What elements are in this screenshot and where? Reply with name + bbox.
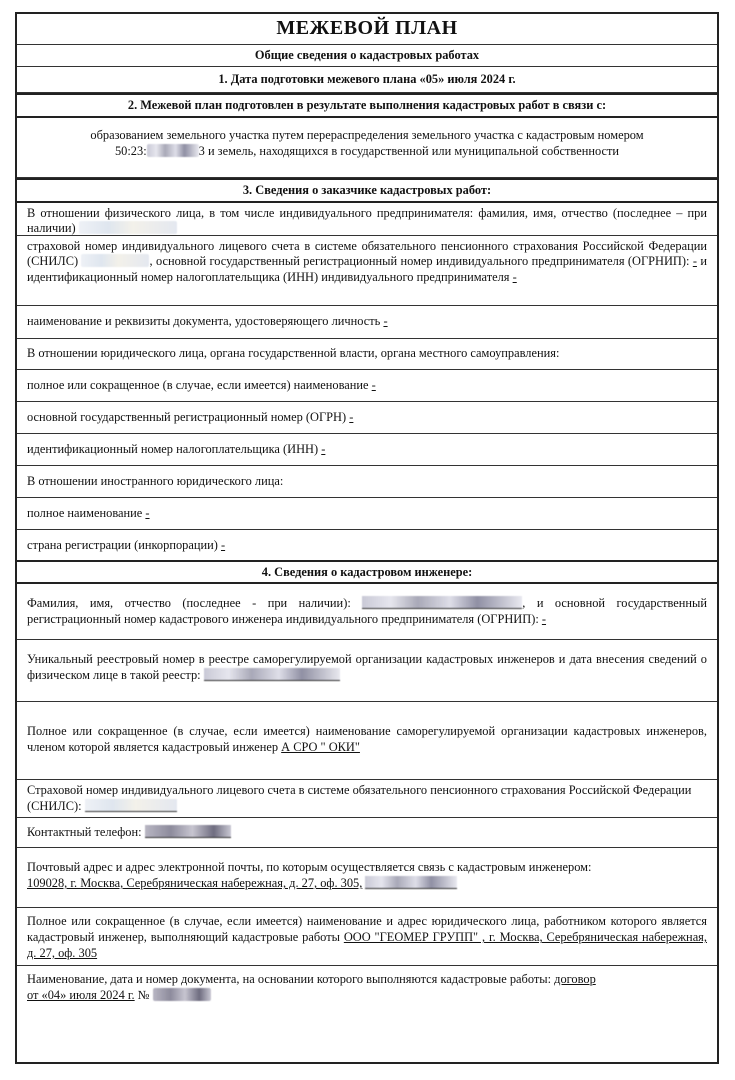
engineer-snils-label: Страховой номер индивидуального лицевого счета в системе обязательного пенсионного страхования Российской Федерации (СНИЛС):: [27, 783, 692, 814]
engineer-fio-text-b: , и основной государственный регистрационный номер кадастрового инженера индивидуального предпринимателя (ОГРНИП):: [27, 596, 707, 627]
cadastral-number-suffix: 3: [198, 143, 205, 158]
country-row: [17, 530, 717, 562]
country-label: страна регистрации (инкорпорации): [27, 537, 218, 552]
customer-snils-text-b: , основной государственный регистрационный номер индивидуального предпринимателя (ОГРНИП):: [149, 254, 690, 269]
redacted-customer-snils: [81, 254, 149, 267]
engineer-registry-row: [17, 640, 717, 702]
sro-row: [17, 702, 717, 780]
phone-label: Контактный телефон:: [27, 825, 142, 840]
full-name-label: полное наименование: [27, 505, 143, 520]
engineer-registry-label: Уникальный реестровый номер в реестре саморегулируемой организации кадастровых инженеров и дата внесения сведений о физическом лице в такой реестр:: [27, 652, 707, 683]
foreign-entity-label: В отношении иностранного юридического лица:: [17, 466, 717, 498]
identity-document-dash: -: [383, 313, 388, 328]
inn-dash: -: [512, 270, 517, 285]
ogrn-label: основной государственный регистрационный номер (ОГРН): [27, 409, 347, 424]
section-2-text-a: образованием земельного участка путем перераспределения земельного участка с кадастровым номером: [90, 127, 644, 142]
employer-row: [17, 908, 717, 966]
section-4-header: 4. Сведения о кадастровом инженере:: [17, 562, 717, 585]
ogrn-dash: -: [349, 409, 354, 424]
identity-document-label: наименование и реквизиты документа, удостоверяющего личность: [27, 313, 381, 328]
cadastral-number-prefix: 50:23:: [114, 143, 147, 158]
customer-individual-row: [17, 203, 717, 236]
customer-snils-text-a: страховой номер индивидуального лицевого счета в системе обязательного пенсионного страхования Российской Федерации (СНИЛС): [27, 238, 707, 269]
section-2-body: [17, 118, 717, 178]
identity-document-row: [17, 306, 717, 339]
contract-type: договор: [554, 972, 596, 987]
section-1-date: 1. Дата подготовки межевого плана «05» июля 2024 г.: [17, 67, 717, 93]
redacted-email: [365, 876, 457, 889]
sro-value: А СРО " ОКИ": [281, 740, 360, 755]
sro-label: Полное или сокращенное (в случае, если имеется) наименование саморегулируемой организации кадастровых инженеров, членом которой является кадастровый инженер: [27, 724, 707, 755]
redacted-engineer-snils: [85, 799, 177, 812]
redacted-registry-number: [204, 668, 340, 681]
contract-number-sign: №: [137, 988, 150, 1003]
engineer-ogrnip-dash: -: [541, 612, 547, 627]
customer-snils-row: [17, 236, 717, 306]
ogrnip-dash: -: [692, 254, 697, 269]
address-row: [17, 848, 717, 908]
inn-row: [17, 434, 717, 466]
section-3-header: 3. Сведения о заказчике кадастровых работ:: [17, 178, 717, 203]
legal-name-label: полное или сокращенное (в случае, если имеется) наименование: [27, 377, 369, 392]
boundary-plan-form: [15, 12, 719, 1064]
customer-snils-text-c: и идентификационный номер налогоплательщика (ИНН) индивидуального предпринимателя: [27, 254, 707, 285]
full-name-dash: -: [145, 505, 150, 520]
redacted-phone: [145, 825, 231, 838]
engineer-fio-text-a: Фамилия, имя, отчество (последнее - при наличии):: [27, 596, 351, 611]
country-dash: -: [220, 537, 226, 552]
phone-row: [17, 818, 717, 848]
address-value: 109028, г. Москва, Серебряническая набережная, д. 27, оф. 305,: [27, 876, 363, 891]
section-2-text-b: и земель, находящихся в государственной или муниципальной собственности: [204, 143, 620, 158]
customer-individual-label: В отношении физического лица, в том числе индивидуального предпринимателя: фамилия, имя, отчество (последнее – при наличии): [27, 205, 707, 236]
section-2-header: 2. Межевой план подготовлен в результате выполнения кадастровых работ в связи с:: [17, 93, 717, 118]
legal-entity-label: В отношении юридического лица, органа государственной власти, органа местного самоуправления:: [17, 339, 717, 370]
legal-name-row: [17, 370, 717, 402]
legal-name-dash: -: [371, 377, 376, 392]
employer-label: Полное или сокращенное (в случае, если имеется) наименование и адрес юридического лица, работником которого является кадастровый инженер, выполняющий кадастровые работы: [27, 914, 707, 945]
inn-label: идентификационный номер налогоплательщика (ИНН): [27, 441, 319, 456]
contract-label: Наименование, дата и номер документа, на основании которого выполняются кадастровые работы:: [27, 972, 552, 987]
redacted-cadastral-number: [147, 144, 199, 157]
redacted-customer-name: [79, 221, 177, 234]
address-label: Почтовый адрес и адрес электронной почты, по которым осуществляется связь с кадастровым инженером:: [27, 860, 592, 875]
employer-value: ООО "ГЕОМЕР ГРУПП" , г. Москва, Серебряническая набережная, д. 27, оф. 305: [27, 930, 707, 961]
engineer-snils-row: [17, 780, 717, 818]
full-name-row: [17, 498, 717, 530]
engineer-fio-row: [17, 584, 717, 640]
contract-row: [17, 966, 717, 1006]
redacted-contract-number: [153, 988, 211, 1001]
redacted-engineer-name: [362, 596, 522, 609]
contract-date: от «04» июля 2024 г.: [27, 988, 135, 1003]
ogrn-row: [17, 402, 717, 434]
page-title: МЕЖЕВОЙ ПЛАН: [17, 14, 717, 45]
legal-inn-dash: -: [321, 441, 326, 456]
general-info-header: Общие сведения о кадастровых работах: [17, 45, 717, 67]
